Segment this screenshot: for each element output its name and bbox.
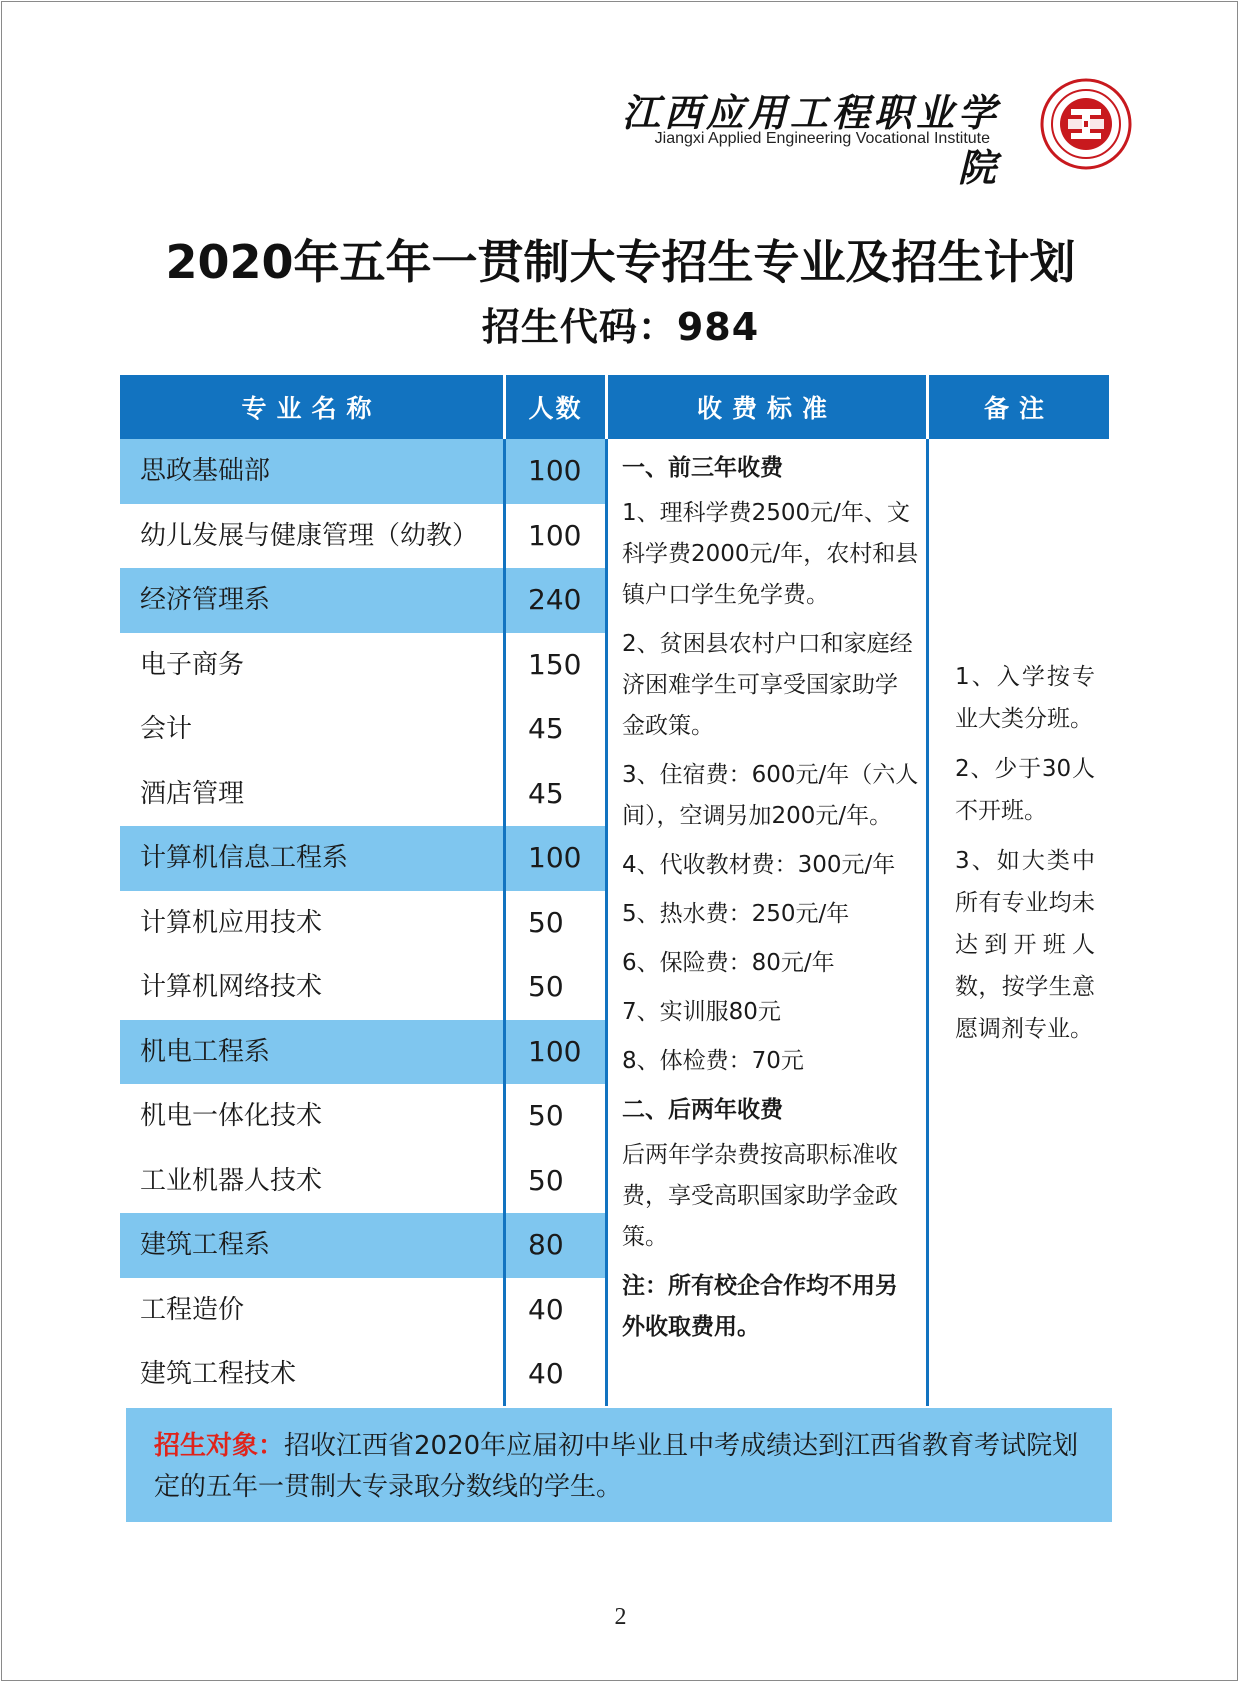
department-row: [120, 439, 605, 504]
enrollment-count: 45: [528, 776, 564, 810]
remark-item: 1、入学按专业大类分班。: [955, 664, 1095, 732]
enrollment-count: 100: [528, 518, 582, 552]
major-name: 计算机应用技术: [140, 907, 323, 938]
fee-heading: 注：所有校企合作均不用另外收取费用。: [622, 1273, 898, 1340]
enrollment-count: 50: [528, 970, 564, 1003]
target-label: 招生对象：: [154, 1431, 285, 1461]
major-name: 计算机网络技术: [140, 972, 323, 1002]
department-row: [120, 1213, 605, 1278]
enrollment-count: 50: [528, 1163, 564, 1197]
major-name: 计算机信息工程系: [140, 843, 349, 873]
major-name: 机电工程系: [140, 1036, 271, 1067]
remark-item: 2、少于30人不开班。: [955, 756, 1095, 824]
enrollment-count: 45: [528, 712, 564, 745]
major-row: [120, 891, 605, 956]
fee-item: 6、保险费：80元/年: [622, 950, 835, 976]
target-text: 招收江西省2020年应届初中毕业且中考成绩达到江西省教育考试院划定的五年一贯制大专录取分数线的学生。: [154, 1431, 1079, 1502]
enrollment-target-box: [126, 1408, 1112, 1522]
major-row: [120, 1342, 605, 1407]
enrollment-count: 40: [528, 1292, 564, 1326]
fee-item: 4、代收教材费：300元/年: [622, 852, 896, 878]
fee-heading: 一、前三年收费: [622, 455, 783, 481]
major-name: 幼儿发展与健康管理（幼教）: [140, 520, 479, 551]
fee-item: 1、理科学费2500元/年、文科学费2000元/年，农村和县镇户口学生免学费。: [622, 500, 919, 608]
remark-item: 3、如大类中所有专业均未达到开班人数，按学生意愿调剂专业。: [955, 848, 1095, 1042]
header-fees: 收费标准: [608, 375, 926, 439]
enrollment-count: 40: [528, 1357, 564, 1390]
school-name-en: Jiangxi Applied Engineering Vocational Institute: [654, 130, 990, 147]
divider-fees-remarks: [926, 439, 929, 1406]
fee-item: 7、实训服80元: [622, 999, 781, 1025]
fee-standards: [622, 448, 920, 1352]
enrollment-count: 100: [528, 454, 582, 487]
enrollment-count: 50: [528, 905, 564, 939]
major-row: [120, 762, 605, 827]
major-name: 工业机器人技术: [140, 1165, 323, 1196]
fee-item: 后两年学杂费按高职标准收费，享受高职国家助学金政策。: [622, 1142, 898, 1250]
major-row: [120, 1278, 605, 1343]
major-row: [120, 697, 605, 762]
header-count: 人数: [506, 375, 605, 439]
major-name: 思政基础部: [140, 456, 271, 486]
enrollment-count: 240: [528, 583, 582, 616]
major-name: 建筑工程系: [140, 1230, 271, 1260]
enrollment-count: 50: [528, 1099, 564, 1132]
major-row: [120, 633, 605, 698]
major-name: 酒店管理: [140, 778, 245, 809]
page-title: 2020年五年一贯制大专招生专业及招生计划: [165, 235, 1076, 289]
header-major: 专业名称: [120, 375, 503, 439]
major-row: [120, 1084, 605, 1149]
major-name: 电子商务: [140, 649, 245, 680]
enrollment-count: 80: [528, 1228, 564, 1261]
fee-item: 8、体检费：70元: [622, 1048, 804, 1074]
remarks: [955, 656, 1095, 1058]
major-name: 经济管理系: [140, 585, 271, 615]
major-row: [120, 504, 605, 569]
fee-item: 3、住宿费：600元/年（六人间），空调另加200元/年。: [622, 762, 919, 829]
enrollment-code: 招生代码：984: [481, 305, 760, 349]
fee-item: 5、热水费：250元/年: [622, 901, 850, 927]
major-name: 工程造价: [140, 1294, 245, 1325]
enrollment-count: 100: [528, 1034, 582, 1068]
major-name: 机电一体化技术: [140, 1101, 323, 1131]
department-row: [120, 568, 605, 633]
major-row: [120, 1149, 605, 1214]
major-name: 建筑工程技术: [140, 1359, 297, 1389]
major-name: 会计: [140, 714, 193, 744]
school-name-cn: 江西应用工程职业学院: [621, 90, 1000, 190]
department-row: [120, 1020, 605, 1085]
page-number: 2: [614, 1604, 627, 1630]
enrollment-count: 100: [528, 841, 582, 874]
major-table: [120, 439, 605, 1407]
school-logo-icon: [1040, 78, 1132, 170]
major-row: [120, 955, 605, 1020]
fee-heading: 二、后两年收费: [622, 1097, 783, 1123]
divider-count-fees: [605, 439, 608, 1406]
department-row: [120, 826, 605, 891]
enrollment-count: 150: [528, 647, 582, 681]
divider-major-count: [503, 439, 506, 1406]
header-remarks: 备注: [929, 375, 1109, 439]
fee-item: 2、贫困县农村户口和家庭经济困难学生可享受国家助学金政策。: [622, 631, 913, 739]
